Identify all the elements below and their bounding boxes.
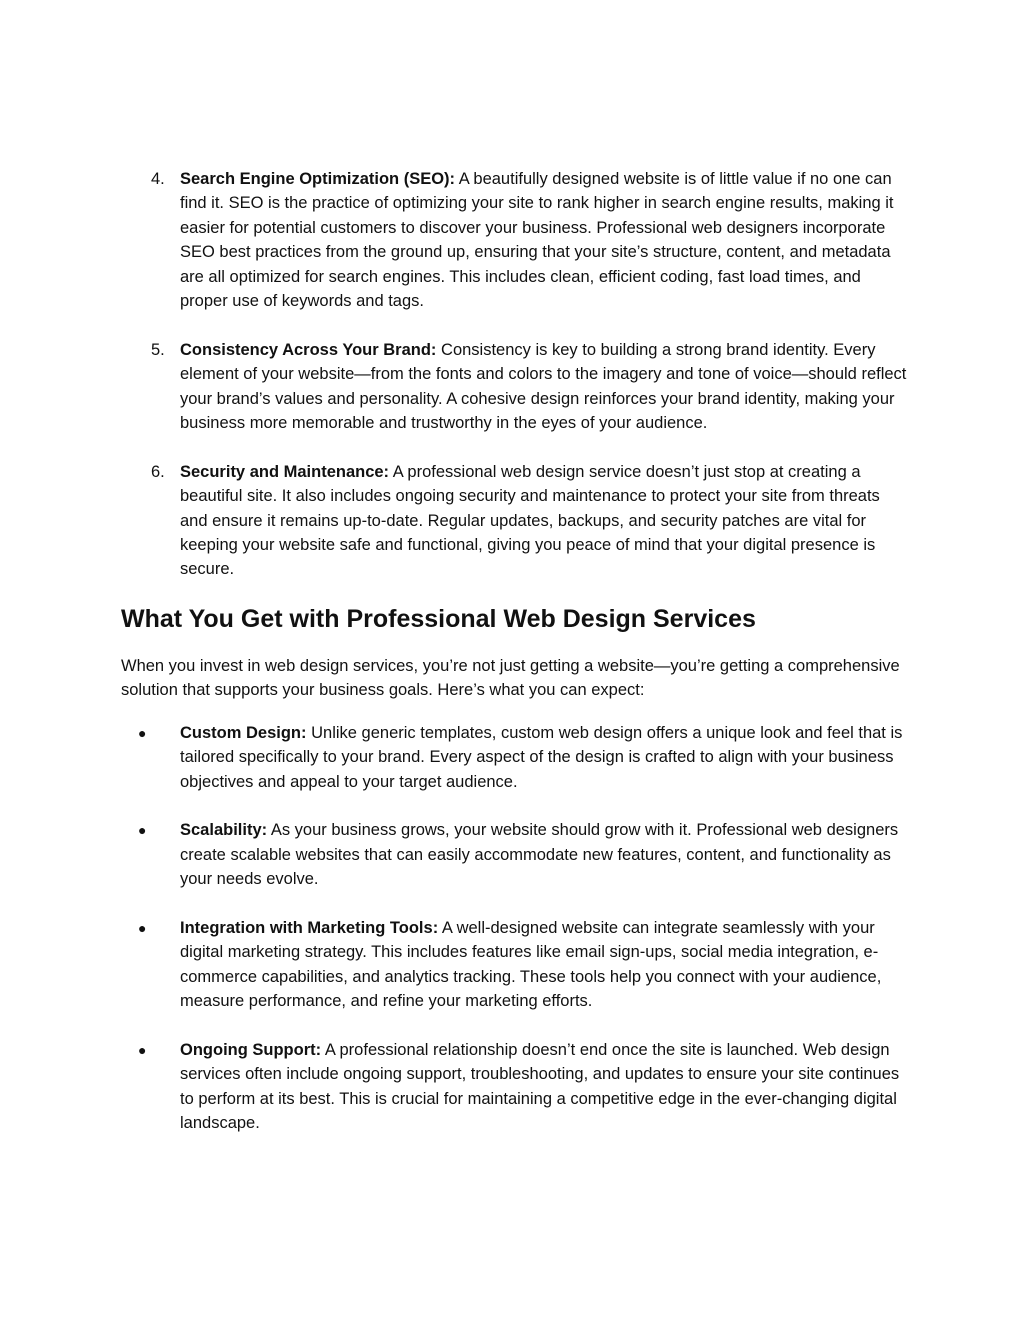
item-title: Consistency Across Your Brand: xyxy=(180,340,437,359)
list-number: 4. xyxy=(151,170,165,188)
numbered-list xyxy=(121,167,911,582)
list-item-seo xyxy=(121,167,911,313)
section-heading-wrap xyxy=(121,604,911,634)
item-title: Search Engine Optimization (SEO): xyxy=(180,170,456,188)
list-item-brand-consistency xyxy=(121,338,911,436)
bullet-list xyxy=(121,721,911,1136)
item-text: As your business grows, your website should grow with it. Professional web designers create scalable websites that can easily accommodate new features, content, and functionality as your needs evolve. xyxy=(180,821,899,889)
list-number: 6. xyxy=(151,462,165,481)
list-number: 5. xyxy=(151,340,165,359)
list-item-scalability xyxy=(121,818,911,891)
list-item-security xyxy=(121,460,911,582)
bullet-icon: ● xyxy=(138,822,147,839)
document-content xyxy=(121,167,911,1136)
item-title: Scalability: xyxy=(180,821,268,840)
list-item-ongoing-support xyxy=(121,1038,911,1136)
item-text: A well-designed website can integrate seamlessly with your digital marketing strategy. This includes features like email sign-ups, social media integration, e-commerce capabilities, and analytics tracking. These tools help you connect with your audience, measure performance, and refine your marketing efforts. xyxy=(180,918,882,1011)
list-item-custom-design xyxy=(121,721,911,794)
bullet-icon: ● xyxy=(138,1041,147,1058)
bullet-icon: ● xyxy=(138,724,147,741)
item-text: Unlike generic templates, custom web design offers a unique look and feel that is tailored specifically to your brand. Every aspect of the design is crafted to align with your business objectives and appeal to your target audience. xyxy=(180,723,903,791)
item-text: Consistency is key to building a strong brand identity. Every element of your website—from the fonts and colors to the imagery and tone of voice—should reflect your brand’s values and personality. A cohesive design reinforces your brand identity, making your business more memorable and trustworthy in the eyes of your audience. xyxy=(180,340,907,433)
section-intro: When you invest in web design services, you’re not just getting a website—you’re getting a comprehensive solution that supports your business goals. Here’s what you can expect: xyxy=(121,656,900,700)
item-title: Custom Design: xyxy=(180,723,307,742)
item-title: Integration with Marketing Tools: xyxy=(180,918,439,937)
bullet-icon: ● xyxy=(138,919,147,936)
list-item-marketing-integration xyxy=(121,916,911,1014)
item-text: A beautifully designed website is of little value if no one can find it. SEO is the practice of optimizing your site to rank higher in search engine results, making it easier for potential customers to discover your business. Professional web designers incorporate SEO best practices from the ground up, ensuring that your site’s structure, content, and metadata are all optimized for search engines. This includes clean, efficient coding, fast load times, and proper use of keywords and tags. xyxy=(180,170,894,311)
section-heading: What You Get with Professional Web Design Services xyxy=(121,604,756,633)
item-title: Security and Maintenance: xyxy=(180,462,390,481)
item-text: A professional relationship doesn’t end once the site is launched. Web design services often include ongoing support, troubleshooting, and updates to ensure your site continues to perform at its best. This is crucial for maintaining a competitive edge in the ever-changing digital landscape. xyxy=(180,1040,900,1133)
item-text: A professional web design service doesn’t just stop at creating a beautiful site. It also includes ongoing security and maintenance to protect your site from threats and ensure it remains up-to-date. Regular updates, backups, and security patches are vital for keeping your website safe and functional, giving you peace of mind that your digital presence is secure. xyxy=(180,462,880,579)
item-title: Ongoing Support: xyxy=(180,1040,322,1059)
